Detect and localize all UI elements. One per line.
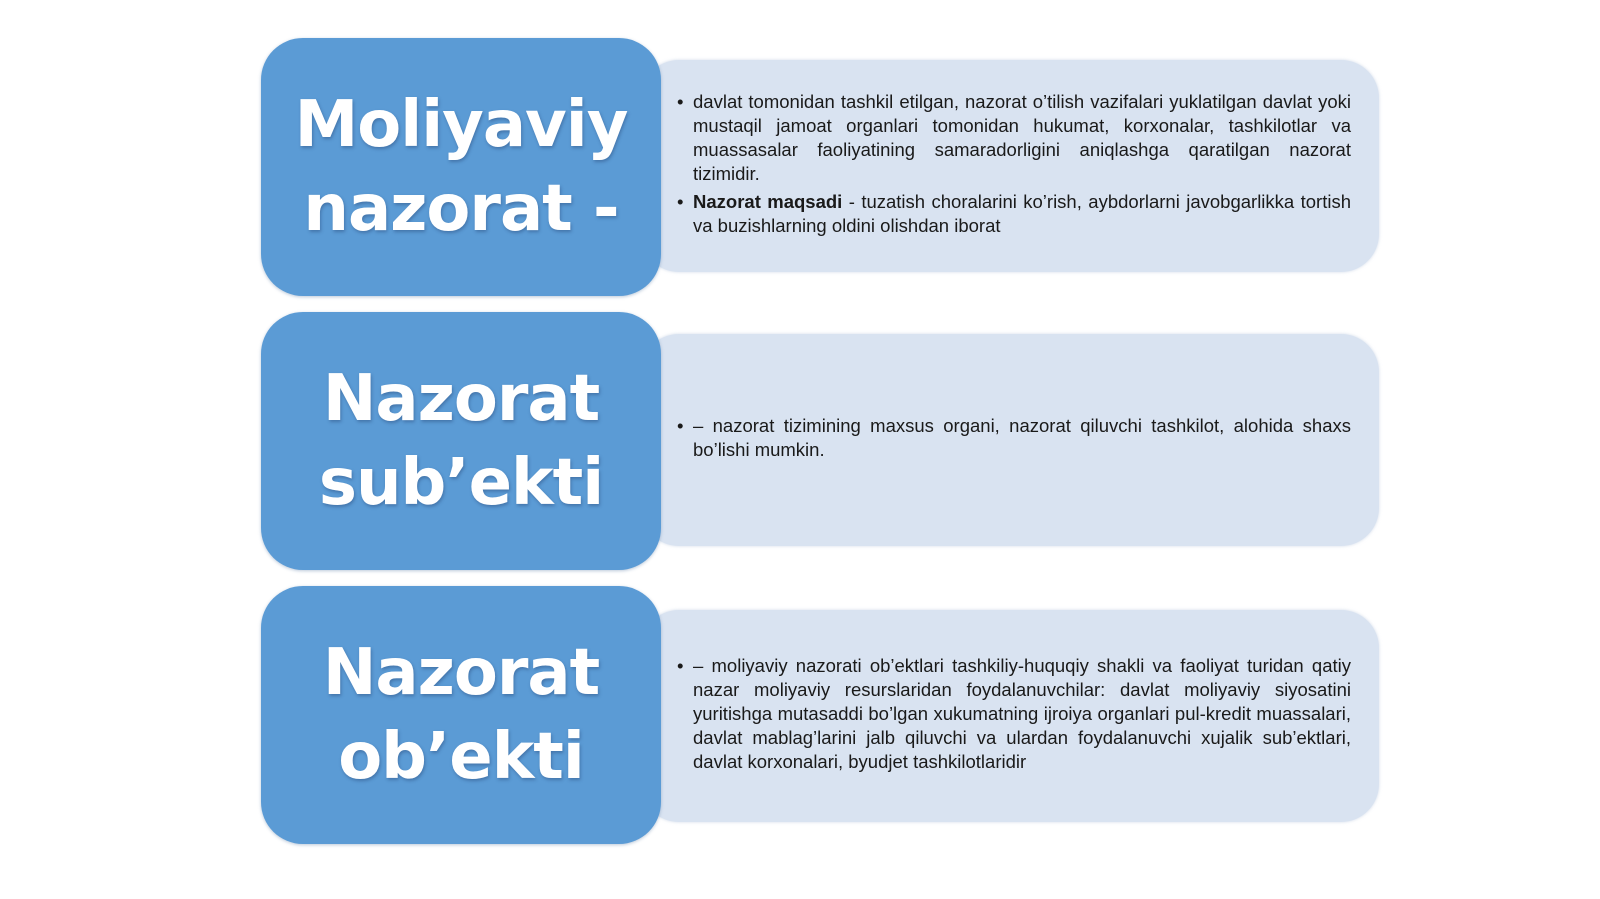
definition-panel bbox=[641, 60, 1379, 272]
block-moliyaviy-nazorat bbox=[261, 38, 1379, 296]
block-title: Nazorat sub’ekti bbox=[318, 362, 604, 520]
block-title: Nazorat ob’ekti bbox=[322, 636, 600, 794]
title-box bbox=[261, 38, 661, 296]
bullet-item: • davlat tomonidan tashkil etilgan, nazorat o’tilish vazifalari yuklatilgan davlat yoki mustaqil jamoat organlari tomonidan hukumat, korxonalar, tashkilotlar va muassasalar faoliyatining samaradorligini aniqlashga qaratilgan nazorat tizimidir. bbox=[677, 90, 1351, 186]
title-box bbox=[261, 586, 661, 844]
bold-term: Nazorat maqsadi bbox=[693, 191, 843, 212]
title-box bbox=[261, 312, 661, 570]
definition-panel bbox=[641, 334, 1379, 546]
bullet-list bbox=[677, 654, 1351, 778]
definition-panel bbox=[641, 610, 1379, 822]
block-nazorat-subekti bbox=[261, 312, 1379, 570]
bullet-item: • – moliyaviy nazorati ob’ektlari tashkiliy-huquqiy shakli va faoliyat turidan qatiy nazar moliyaviy resurslaridan foydalanuvchilar: davlat moliyaviy siyosatini yuritishga mutasaddi bo’lgan xukumatning ijroiya organlari pul-kredit muassalari, davlat mablag’larini jalb qiluvchi va ulardan foydalanuvchi xujalik sub’ektlari, davlat korxonalari, byudjet tashkilotlaridir bbox=[677, 654, 1351, 774]
bullet-list bbox=[677, 90, 1351, 242]
block-nazorat-obekti bbox=[261, 586, 1379, 844]
block-title: Moliyaviy nazorat - bbox=[294, 88, 628, 246]
bullet-item: • – nazorat tizimining maxsus organi, nazorat qiluvchi tashkilot, alohida shaxs bo’lishi mumkin. bbox=[677, 414, 1351, 462]
bullet-item: • Nazorat maqsadi - tuzatish choralarini ko’rish, aybdorlarni javobgarlikka tortish va buzishlarning oldini olishdan iborat bbox=[677, 190, 1351, 238]
bullet-list bbox=[677, 414, 1351, 466]
